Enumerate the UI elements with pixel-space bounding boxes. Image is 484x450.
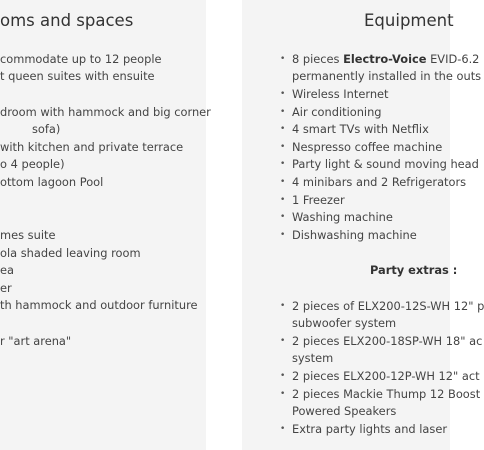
bullet-icon: • (280, 159, 286, 169)
party-item: 2 pieces ELX200-12P-WH 12" act (292, 369, 480, 383)
equipment-item: 1 Freezer (292, 193, 345, 207)
equipment-item: Washing machine (292, 210, 393, 224)
rooms-line: th hammock and outdoor furniture (0, 298, 198, 312)
bullet-icon: • (280, 142, 286, 152)
bullet-icon: • (280, 389, 286, 399)
bullet-icon: • (280, 371, 286, 381)
party-item-continuation: subwoofer system (292, 316, 397, 330)
rooms-line: commodate up to 12 people (0, 52, 162, 66)
equipment-item: Dishwashing machine (292, 228, 417, 242)
equipment-item: Party light & sound moving head (292, 157, 479, 171)
rooms-and-spaces-title: oms and spaces (0, 11, 134, 30)
party-item: Extra party lights and laser (292, 422, 448, 436)
bullet-icon: • (280, 230, 286, 240)
party-item-continuation: Powered Speakers (292, 404, 397, 418)
rooms-line: droom with hammock and big corner (0, 105, 211, 119)
rooms-and-spaces-panel (0, 0, 211, 450)
equipment-item: 4 smart TVs with Netflix (292, 122, 429, 136)
equipment-title: Equipment (364, 11, 454, 30)
equipment-item-continuation: permanently installed in the outs (292, 69, 482, 83)
bullet-icon: • (280, 212, 286, 222)
equipment-item: 8 pieces Electro-Voice EVID-6.2 (292, 52, 480, 66)
rooms-line: t queen suites with ensuite (0, 69, 155, 83)
party-item: 2 pieces Mackie Thump 12 Boost (292, 387, 481, 401)
equipment-item: 4 minibars and 2 Refrigerators (292, 175, 467, 189)
rooms-line: ea (0, 263, 14, 277)
rooms-line: ottom lagoon Pool (0, 175, 104, 189)
bullet-icon: • (280, 424, 286, 434)
bullet-icon: • (280, 124, 286, 134)
equipment-item: Air conditioning (292, 105, 382, 119)
bullet-icon: • (280, 89, 286, 99)
bullet-icon: • (280, 336, 286, 346)
rooms-line: mes suite (0, 228, 56, 242)
bullet-icon: • (280, 301, 286, 311)
equipment-panel (242, 0, 484, 450)
party-item-continuation: system (292, 351, 334, 365)
bullet-icon: • (280, 195, 286, 205)
rooms-line: r "art arena" (0, 334, 72, 348)
rooms-line: o 4 people) (0, 157, 65, 171)
rooms-line: sofa) (32, 122, 61, 136)
rooms-line: with kitchen and private terrace (0, 140, 184, 154)
equipment-item: Nespresso coffee machine (292, 140, 443, 154)
equipment-item: Wireless Internet (292, 87, 389, 101)
bullet-icon: • (280, 54, 286, 64)
party-item: 2 pieces of ELX200-12S-WH 12" p (292, 299, 484, 313)
bullet-icon: • (280, 177, 286, 187)
party-extras-heading: Party extras : (370, 263, 458, 277)
rooms-line: ola shaded leaving room (0, 246, 141, 260)
rooms-line: er (0, 281, 12, 295)
party-item: 2 pieces ELX200-18SP-WH 18" ac (292, 334, 483, 348)
bullet-icon: • (280, 107, 286, 117)
